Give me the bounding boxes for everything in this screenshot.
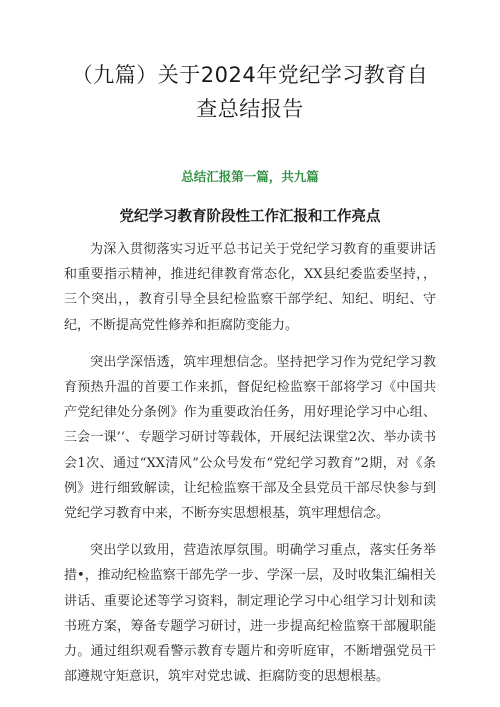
document-title: （九篇）关于2024年党纪学习教育自查总结报告 [71,63,429,121]
body-text [64,237,436,689]
sub-heading: 党纪学习教育阶段性工作汇报和工作亮点 [119,209,381,225]
paragraph-1: 为深入贯彻落实习近平总书记关于党纪学习教育的重要讲话和重要指示精神，推进纪律教育常态化，XX县纪委监委坚持，，三个突出，，教育引导全县纪检监察干部学纪、知纪、明纪、守纪，不断提高党性修养和拒腐防变能力。 [64,242,436,333]
paragraph-3: 突出学以致用，营造浓厚氛围。明确学习重点，落实任务举措•，推动纪检监察干部先学一步、学深一层，及时收集汇编相关讲话、重要论述等学习资料，制定理论学习中心组学习计划和读书班方案，筹备专题学习研讨，进一步提高纪检监察干部履职能力。通过组织观看警示教育专题片和旁听庭审，不断增强党员干部遵规守矩意识，筑牢对党忠诚、拒腐防变的思想根基。 [64,543,436,685]
section-heading: 总结汇报第一篇，共九篇 [181,169,319,184]
paragraph-2: 突出学深悟透，筑牢理想信念。坚持把学习作为党纪学习教育预热升温的首要工作来抓，督促纪检监察干部将学习《中国共产党纪律处分条例》作为重要政治任务，用好理论学习中心组、三会一课’‘、专题学习研讨等载体，开展纪法课堂2次、举办读书会1次、通过“XX清风”公众号发布“党纪学习教育”2期，对《条例》进行细致解读，让纪检监察干部及全县党员干部尽快参与到党纪学习教育中来，不断夯实思想根基，筑牢理想信念。 [64,354,436,522]
